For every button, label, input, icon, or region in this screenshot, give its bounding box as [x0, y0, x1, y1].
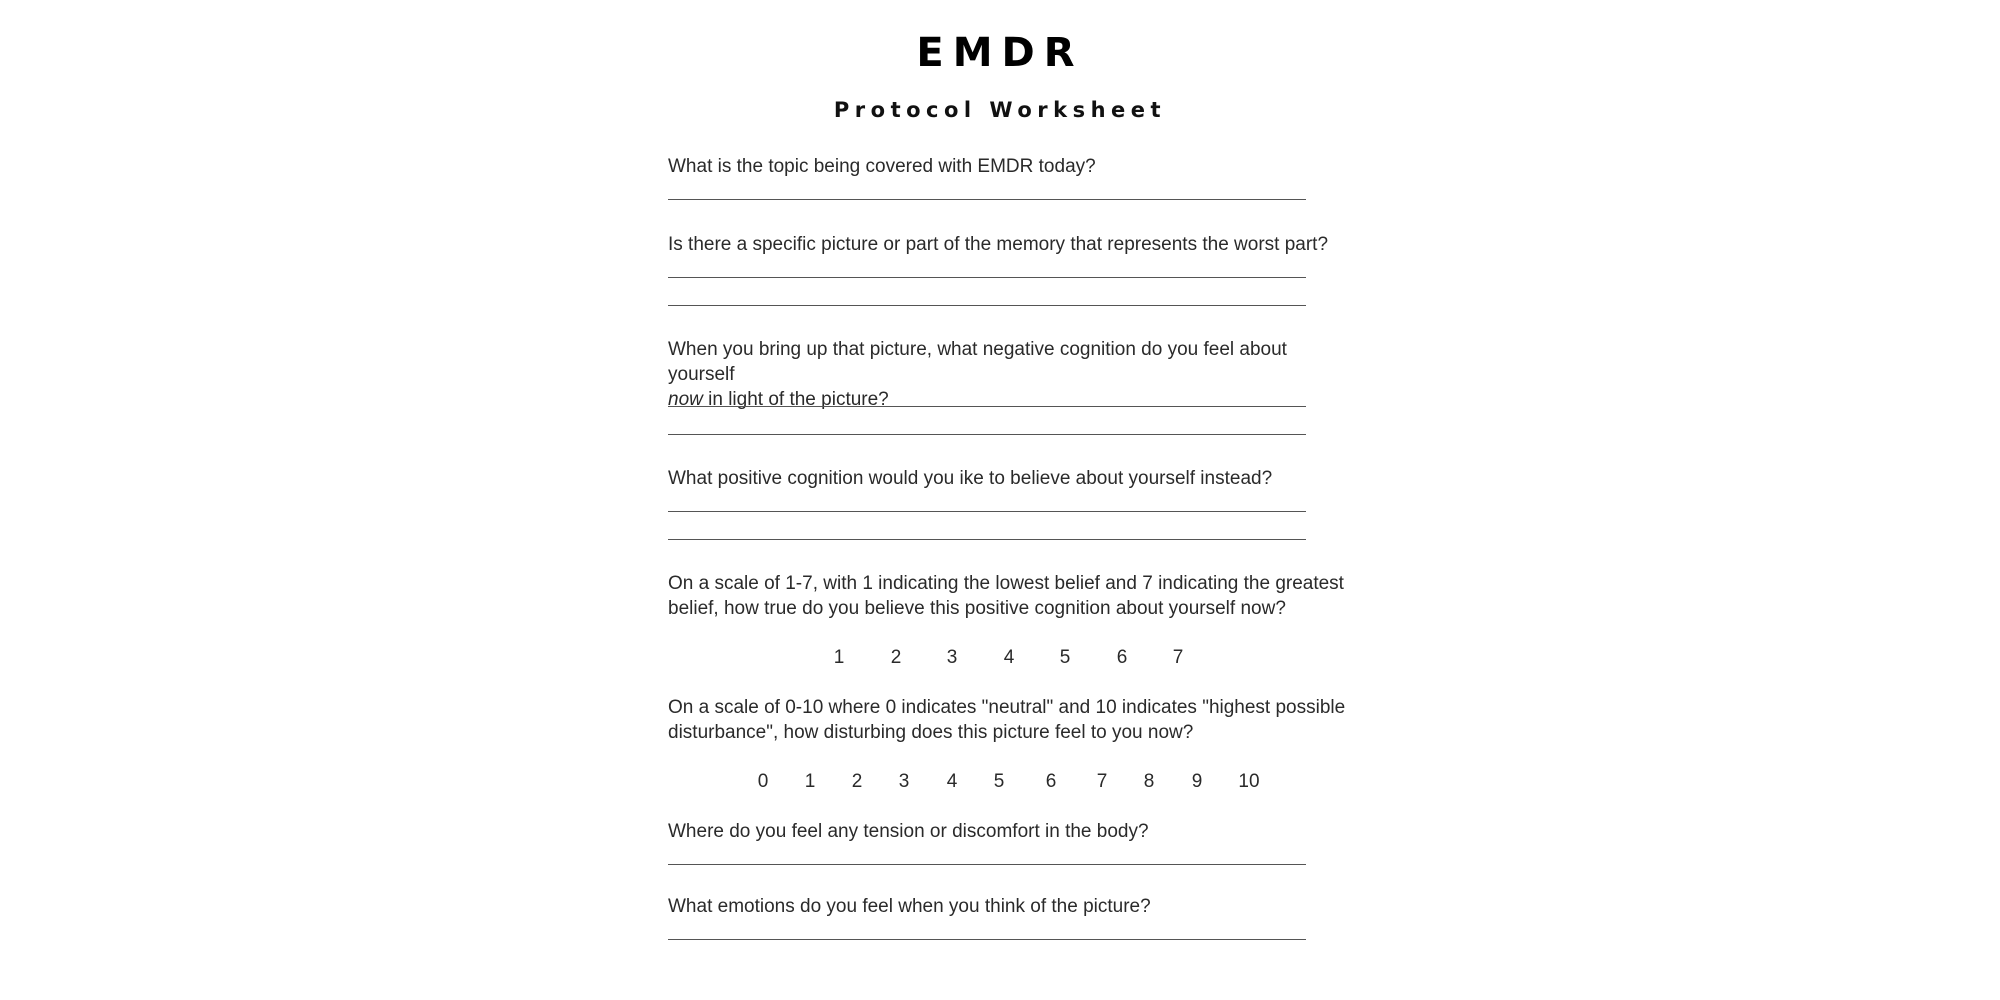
answer-line-worst-part-1[interactable] — [668, 277, 1306, 278]
question-emotions: What emotions do you feel when you think of the picture? — [668, 896, 1151, 917]
disturbance-scale-option[interactable]: 5 — [993, 771, 1005, 792]
question-negative-cognition-line1: When you bring up that picture, what negative cognition do you feel about yourself — [668, 339, 1287, 385]
worksheet-subtitle: Protocol Worksheet — [833, 98, 1167, 122]
answer-line-positive-cognition-2[interactable] — [668, 539, 1306, 540]
belief-scale-option[interactable]: 7 — [1172, 647, 1184, 668]
question-disturbance-scale-line1: On a scale of 0-10 where 0 indicates "neutral" and 10 indicates "highest possible — [668, 697, 1346, 718]
disturbance-scale-option[interactable]: 8 — [1143, 771, 1155, 792]
question-belief-scale — [668, 571, 1348, 621]
answer-line-emotions[interactable] — [668, 939, 1306, 940]
disturbance-scale-option[interactable]: 4 — [946, 771, 958, 792]
answer-line-worst-part-2[interactable] — [668, 305, 1306, 306]
question-worst-part: Is there a specific picture or part of the memory that represents the worst part? — [668, 234, 1329, 255]
belief-scale-option[interactable]: 4 — [1003, 647, 1015, 668]
question-belief-scale-line1: On a scale of 1-7, with 1 indicating the lowest belief and 7 indicating the greatest — [668, 573, 1344, 594]
disturbance-scale-option[interactable]: 9 — [1191, 771, 1203, 792]
answer-line-negative-cognition-1[interactable] — [668, 406, 1306, 407]
worksheet-title: EMDR — [916, 30, 1084, 76]
question-negative-cognition-line2 — [668, 387, 1348, 412]
disturbance-scale-option[interactable]: 3 — [898, 771, 910, 792]
question-positive-cognition: What positive cognition would you ike to believe about yourself instead? — [668, 468, 1273, 489]
question-belief-scale-line2: belief, how true do you believe this positive cognition about yourself now? — [668, 598, 1286, 619]
belief-scale-option[interactable]: 1 — [833, 647, 845, 668]
belief-scale-option[interactable]: 5 — [1059, 647, 1071, 668]
disturbance-scale-option[interactable]: 0 — [757, 771, 769, 792]
disturbance-scale-option[interactable]: 1 — [804, 771, 816, 792]
answer-line-topic[interactable] — [668, 199, 1306, 200]
disturbance-scale-option[interactable]: 7 — [1096, 771, 1108, 792]
disturbance-scale-option[interactable]: 10 — [1238, 771, 1260, 792]
answer-line-positive-cognition-1[interactable] — [668, 511, 1306, 512]
question-disturbance-scale-line2: disturbance", how disturbing does this picture feel to you now? — [668, 722, 1194, 743]
belief-scale-option[interactable]: 6 — [1116, 647, 1128, 668]
answer-line-body-tension[interactable] — [668, 864, 1306, 865]
question-disturbance-scale — [668, 695, 1348, 745]
disturbance-scale-option[interactable]: 6 — [1045, 771, 1057, 792]
question-negative-cognition-rest: in light of the picture? — [702, 389, 889, 410]
question-topic: What is the topic being covered with EMDR today? — [668, 156, 1096, 177]
question-negative-cognition — [668, 337, 1348, 412]
question-body-tension: Where do you feel any tension or discomfort in the body? — [668, 821, 1149, 842]
disturbance-scale-option[interactable]: 2 — [851, 771, 863, 792]
belief-scale-option[interactable]: 2 — [890, 647, 902, 668]
answer-line-negative-cognition-2[interactable] — [668, 434, 1306, 435]
question-emphasis-now: now — [668, 389, 703, 410]
belief-scale-option[interactable]: 3 — [946, 647, 958, 668]
